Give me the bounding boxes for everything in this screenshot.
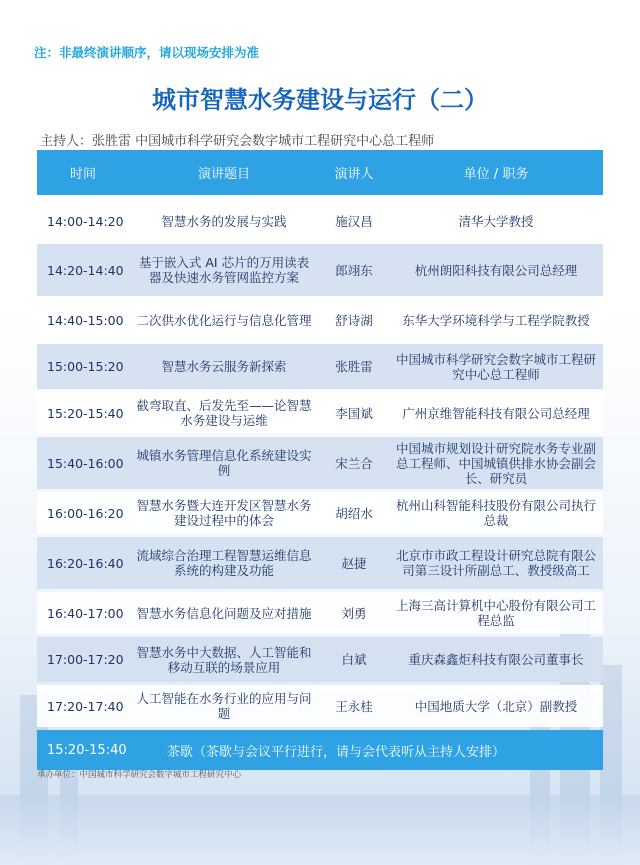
row-speaker: 王永桂 bbox=[335, 698, 373, 714]
row-time: 16:20-16:40 bbox=[47, 555, 124, 571]
row-topic: 人工智能在水务行业的应用与问题 bbox=[136, 691, 312, 721]
organizer-footer: 承办单位：中国城市科学研究会数字城市工程研究中心 bbox=[37, 770, 242, 780]
table-row bbox=[37, 592, 603, 634]
tea-break-row bbox=[37, 730, 603, 770]
row-speaker: 李国斌 bbox=[335, 405, 373, 421]
row-time: 16:00-16:20 bbox=[47, 505, 124, 521]
row-topic: 智慧水务中大数据、人工智能和移动互联的场景应用 bbox=[136, 644, 312, 675]
row-speaker: 郎翊东 bbox=[335, 262, 373, 278]
row-time: 14:40-15:00 bbox=[47, 312, 124, 328]
row-org: 北京市市政工程设计研究总院有限公司第三设计所副总工、教授级高工 bbox=[395, 548, 596, 578]
tea-break-text: 茶歇（茶歇与会议平行进行，请与会代表听从主持人安排） bbox=[166, 744, 505, 760]
row-topic: 截弯取直、后发先至——论智慧水务建设与运维 bbox=[136, 398, 312, 428]
page-title: 城市智慧水务建设与运行（二） bbox=[152, 86, 488, 114]
row-org: 中国城市规划设计研究院水务专业副总工程师、中国城镇供排水协会副会长、研究员 bbox=[395, 440, 596, 486]
table-header bbox=[37, 150, 603, 195]
row-topic: 二次供水优化运行与信息化管理 bbox=[136, 312, 312, 328]
row-time: 14:00-14:20 bbox=[47, 213, 124, 229]
row-org: 重庆森鑫炬科技有限公司董事长 bbox=[408, 652, 584, 667]
row-topic: 基于嵌入式 AI 芯片的万用读表器及快速水务管网监控方案 bbox=[138, 255, 310, 285]
table-row bbox=[37, 492, 603, 534]
schedule-note: 注：非最终演讲顺序，请以现场安排为准 bbox=[34, 45, 260, 60]
row-org: 东华大学环境科学与工程学院教授 bbox=[402, 312, 590, 328]
row-time: 17:20-17:40 bbox=[47, 698, 124, 714]
row-org: 中国城市科学研究会数字城市工程研究中心总工程师 bbox=[395, 351, 596, 382]
row-org: 清华大学教授 bbox=[458, 213, 534, 229]
row-topic: 流域综合治理工程智慧运维信息系统的构建及功能 bbox=[136, 548, 312, 578]
table-row bbox=[37, 344, 603, 389]
row-topic: 智慧水务暨大连开发区智慧水务建设过程中的体会 bbox=[136, 498, 312, 528]
row-time: 16:40-17:00 bbox=[47, 605, 124, 621]
row-speaker: 张胜雷 bbox=[335, 359, 373, 374]
row-speaker: 刘勇 bbox=[341, 605, 367, 621]
row-topic: 智慧水务云服务新探索 bbox=[161, 359, 287, 374]
row-time: 17:00-17:20 bbox=[47, 652, 124, 667]
row-org: 广州京维智能科技有限公司总经理 bbox=[402, 405, 590, 421]
row-org: 中国地质大学（北京）副教授 bbox=[414, 698, 578, 714]
row-speaker: 施汉昌 bbox=[335, 213, 373, 229]
table-row bbox=[37, 392, 603, 434]
table-row bbox=[37, 637, 603, 682]
row-time: 15:20-15:40 bbox=[47, 405, 124, 421]
host-line: 主持人：张胜雷 中国城市科学研究会数字城市工程研究中心总工程师 bbox=[40, 134, 435, 149]
row-time: 14:20-14:40 bbox=[47, 262, 124, 278]
table-row bbox=[37, 201, 603, 241]
header-speaker: 演讲人 bbox=[334, 167, 374, 182]
table-row bbox=[37, 685, 603, 727]
row-topic: 智慧水务信息化问题及应对措施 bbox=[136, 605, 312, 621]
water-band bbox=[0, 795, 640, 865]
table-row bbox=[37, 537, 603, 589]
row-org: 杭州朗阳科技有限公司总经理 bbox=[414, 262, 578, 278]
row-time: 15:40-16:00 bbox=[47, 455, 124, 471]
header-topic: 演讲题目 bbox=[197, 167, 250, 182]
row-org: 上海三高计算机中心股份有限公司工程总监 bbox=[395, 598, 596, 628]
row-speaker: 舒诗湖 bbox=[335, 312, 373, 328]
table-row bbox=[37, 299, 603, 341]
row-speaker: 白斌 bbox=[341, 652, 367, 667]
row-speaker: 宋兰合 bbox=[335, 455, 373, 471]
table-row bbox=[37, 437, 603, 489]
row-topic: 智慧水务的发展与实践 bbox=[161, 213, 287, 229]
row-topic: 城镇水务管理信息化系统建设实例 bbox=[136, 448, 312, 478]
row-time: 15:00-15:20 bbox=[47, 359, 124, 374]
table-row bbox=[37, 244, 603, 296]
header-time: 时间 bbox=[69, 167, 96, 182]
row-speaker: 赵捷 bbox=[341, 555, 367, 571]
schedule-table bbox=[37, 150, 603, 770]
row-speaker: 胡绍水 bbox=[335, 505, 373, 521]
row-org: 杭州山科智能科技股份有限公司执行总裁 bbox=[395, 498, 596, 528]
tea-break-time: 15:20-15:40 bbox=[47, 742, 127, 758]
header-org: 单位 / 职务 bbox=[463, 167, 529, 182]
